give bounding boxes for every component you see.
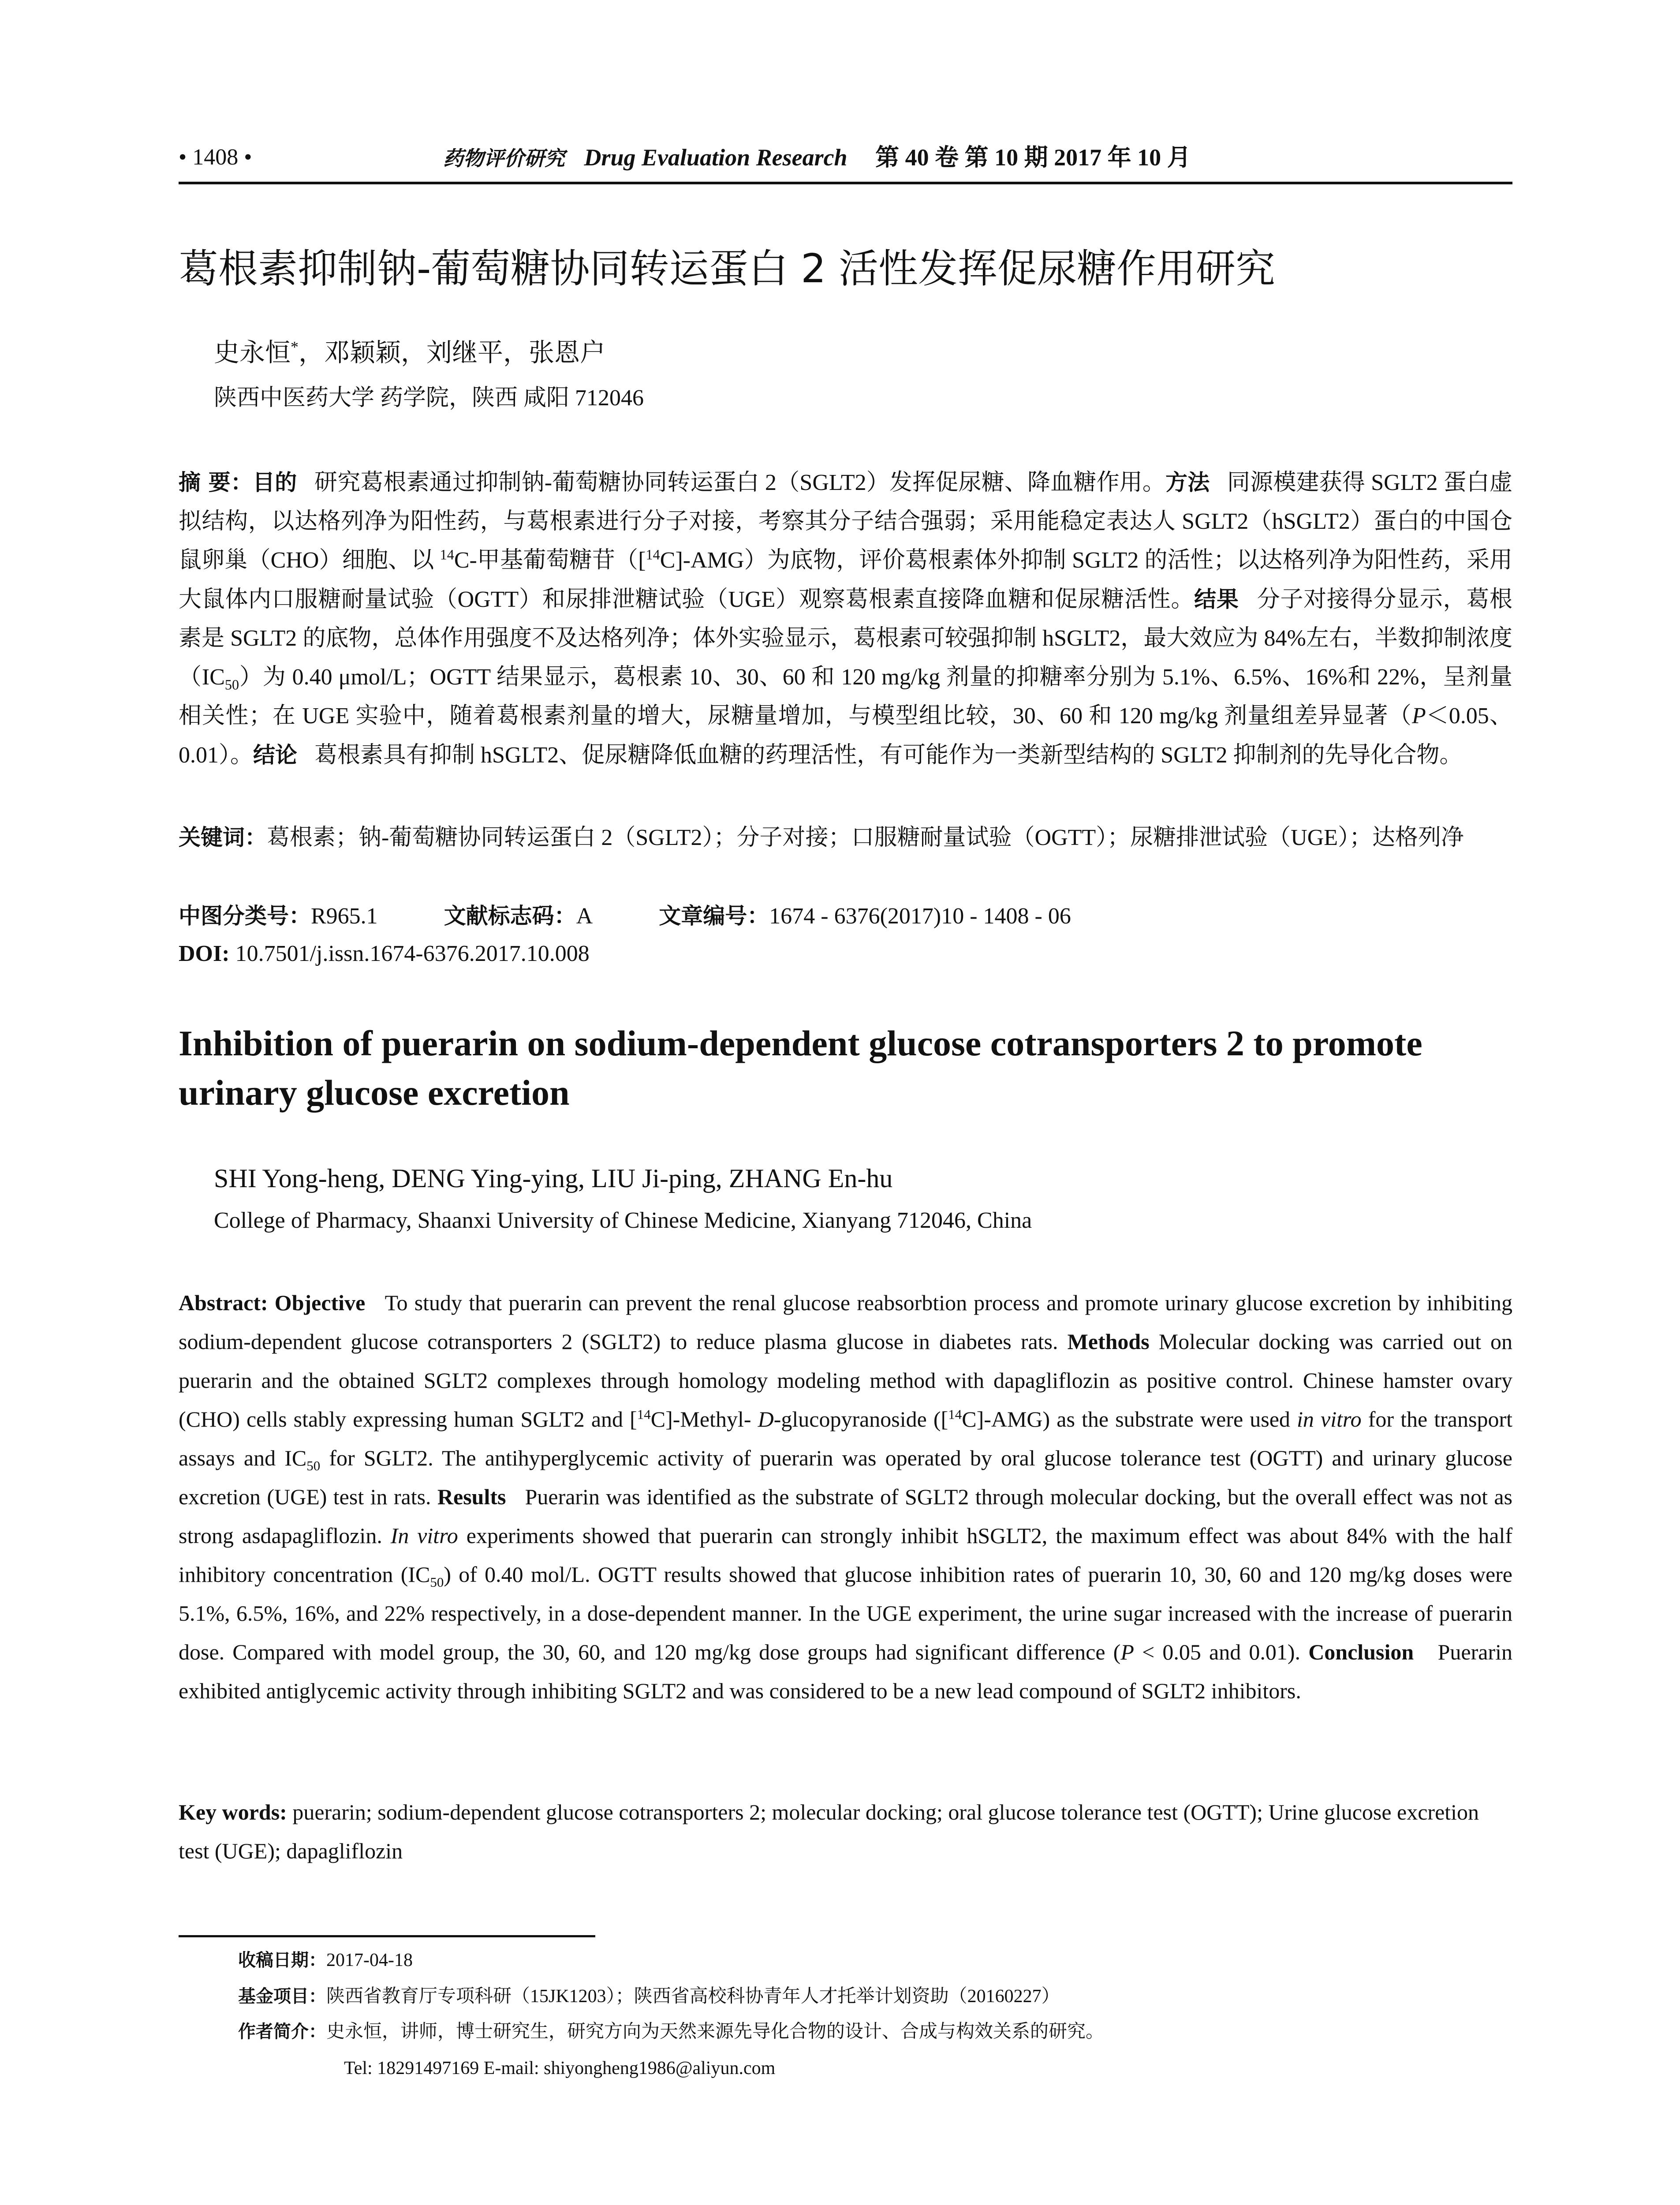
doc-code-label: 文献标志码：: [444, 903, 576, 929]
keywords-text: puerarin; sodium-dependent glucose cotransporters 2; molecular docking; oral glucose tolerance test (OGTT); Urine glucose excretion test (UGE); dapagliflozin: [179, 1800, 1479, 1863]
received-label: 收稿日期：: [238, 1950, 326, 1970]
objective-label: Objective: [274, 1290, 366, 1315]
keywords-en: [179, 1793, 1512, 1870]
methods-text: C]-Methyl-: [650, 1407, 751, 1431]
clc-value: R965.1: [311, 904, 378, 929]
running-header: [179, 142, 1512, 184]
results-text: experiments showed that puerarin can strongly inhibit hSGLT2, the maximum effect was about 84% with the half inhibitory concentration (IC: [179, 1523, 1512, 1587]
authors-cn: [214, 335, 605, 370]
methods-label: 方法: [1165, 470, 1210, 495]
methods-text: C]-AMG) as the substrate were used: [962, 1407, 1290, 1431]
journal-line: [443, 142, 1471, 174]
ic50-sub: 50: [430, 1574, 444, 1590]
d-prefix: D: [758, 1407, 774, 1431]
conclusion-label: 结论: [253, 742, 298, 768]
fund-label: 基金项目：: [238, 1986, 326, 2007]
methods-text: C]-AMG）为底物，评价葛根素体外抑制 SGLT2 的活性；以达格列净为阳性药，采用大鼠体内口服糖耐量试验（OGTT）和尿排泄糖试验（UGE）观察葛根素直接降血糖和促尿糖活性。: [179, 548, 1512, 612]
in-vitro-term: in vitro: [1297, 1407, 1362, 1431]
results-text: Puerarin was identified as the substrate of SGLT2 through molecular docking, but the overall effect was not as strong asdapagliflozin.: [179, 1484, 1513, 1548]
article-number-value: 1674 - 6376(2017)10 - 1408 - 06: [769, 904, 1071, 929]
methods-text: C-甲基葡萄糖苷（[: [454, 548, 646, 573]
footnote-contact: Tel: 18291497169 E-mail: shiyongheng1986@aliyun.com: [344, 2058, 776, 2078]
received-date: 2017-04-18: [326, 1950, 413, 1970]
doi-label: DOI:: [179, 941, 230, 966]
bio-text: 史永恒，讲师，博士研究生，研究方向为天然来源先导化合物的设计、合成与构效关系的研究。: [326, 2022, 1105, 2042]
article-number-label: 文章编号：: [659, 903, 769, 929]
results-label: Results: [437, 1484, 506, 1509]
footnote-author-bio: [238, 2018, 1104, 2045]
methods-text: -glucopyranoside ([: [773, 1407, 948, 1431]
affiliation-cn: 陕西中医药大学 药学院，陕西 咸阳 712046: [214, 385, 644, 411]
first-author: 史永恒: [214, 338, 291, 367]
bio-label: 作者简介：: [238, 2022, 326, 2042]
conclusion-text: Puerarin exhibited antiglycemic activity through inhibiting SGLT2 and was considered to be a new lead compound of SGLT2 inhibitors.: [179, 1640, 1513, 1703]
methods-text: Molecular docking was carried out on puerarin and the obtained SGLT2 complexes through homology modeling method with dapagliflozin as positive control. Chinese hamster ovary (CHO) cells stably expressing human SGLT2 and [: [179, 1329, 1513, 1431]
p-value-symbol: P: [1412, 703, 1426, 729]
title-cn: 葛根素抑制钠-葡萄糖协同转运蛋白 2 活性发挥促尿糖作用研究: [179, 246, 1275, 292]
doc-code-value: A: [576, 904, 593, 929]
footnote-fund: [238, 1983, 1060, 2010]
keywords-text: 葛根素；钠-葡萄糖协同转运蛋白 2（SGLT2）；分子对接；口服糖耐量试验（OGTT）；尿糖排泄试验（UGE）；达格列净: [267, 825, 1464, 850]
ic50-sub: 50: [306, 1458, 321, 1473]
corresponding-mark: *: [291, 338, 299, 356]
abstract-label: 摘 要：: [179, 470, 253, 495]
doi-line: [179, 935, 590, 972]
clc-label: 中图分类号：: [179, 903, 311, 929]
isotope-sup: 14: [948, 1406, 962, 1422]
methods-text: for SGLT2. The antihyperglycemic activity of puerarin was operated by oral glucose tolerance test (OGTT) and urinary glucose excretion (UGE) test in rats.: [179, 1446, 1512, 1509]
objective-text: To study that puerarin can prevent the renal glucose reabsorbtion process and promote urinary glucose excretion by inhibiting sodium-dependent glucose cotransporters 2 (SGLT2) to reduce plasma glucose in diabetes rats.: [179, 1290, 1513, 1354]
abstract-en: [179, 1283, 1512, 1710]
methods-text: 同源模建获得 SGLT2 蛋白虚拟结构，以达格列净为阳性药，与葛根素进行分子对接，考察其分子结合强弱；采用能稳定表达人 SGLT2（hSGLT2）蛋白的中国仓鼠卵巢（CHO）细胞、以: [179, 470, 1512, 573]
keywords-cn: [179, 818, 1512, 857]
results-label: 结果: [1194, 587, 1239, 612]
conclusion-text: 葛根素具有抑制 hSGLT2、促尿糖降低血糖的药理活性，有可能作为一类新型结构的 SGLT2 抑制剂的先导化合物。: [314, 743, 1463, 768]
conclusion-label: Conclusion: [1308, 1640, 1414, 1664]
methods-label: Methods: [1067, 1329, 1150, 1354]
results-text: ) of 0.40 mol/L. OGTT results showed that glucose inhibition rates of puerarin 10, 30, 60 and 120 mg/kg doses were 5.1%, 6.5%, 16%, and 22% respectively, in a dose-dependent manner. In the UGE experiment, the urine sugar increased with the increase of puerarin dose. Compared with model group, the 30, 60, and 120 mg/kg dose groups had significant difference (: [179, 1562, 1512, 1664]
results-text: 分子对接得分显示，葛根素是 SGLT2 的底物，总体作用强度不及达格列净；体外实验显示，葛根素可较强抑制 hSGLT2，最大效应为 84%左右，半数抑制浓度（IC: [179, 587, 1512, 690]
page-number: • 1408 •: [179, 145, 252, 170]
results-text: < 0.05 and 0.01).: [1142, 1640, 1301, 1664]
abstract-label: Abstract:: [179, 1290, 268, 1315]
in-vitro-term: In vitro: [390, 1523, 458, 1548]
objective-text: 研究葛根素通过抑制钠-葡萄糖协同转运蛋白 2（SGLT2）发挥促尿糖、降血糖作用。: [314, 470, 1166, 495]
keywords-label: 关键词：: [179, 825, 267, 850]
classification-line: [179, 897, 1512, 935]
isotope-sup: 14: [440, 546, 454, 563]
issue-info: 第 40 卷 第 10 期 2017 年 10 月: [875, 144, 1191, 171]
keywords-label: Key words:: [179, 1800, 287, 1824]
results-text: ＜0.05、0.01）。: [179, 703, 1512, 768]
doi-value[interactable]: 10.7501/j.issn.1674-6376.2017.10.008: [235, 941, 590, 966]
footnote-received: [238, 1947, 413, 1973]
p-value-symbol: P: [1120, 1640, 1134, 1664]
objective-label: 目的: [253, 470, 297, 495]
title-en: Inhibition of puerarin on sodium-dependent glucose cotransporters 2 to promote urinary glucose excretion: [179, 1023, 1422, 1113]
other-authors: ，邓颖颖，刘继平，张恩户: [299, 338, 606, 367]
fund-text: 陕西省教育厅专项科研（15JK1203）；陕西省高校科协青年人才托举计划资助（20160227）: [326, 1986, 1060, 2007]
affiliation-en: College of Pharmacy, Shaanxi University of Chinese Medicine, Xianyang 712046, China: [214, 1208, 1032, 1233]
isotope-sup: 14: [646, 546, 660, 563]
abstract-cn: [179, 463, 1512, 775]
footnote-divider: [179, 1935, 595, 1937]
journal-name-en: Drug Evaluation Research: [584, 144, 847, 171]
authors-en: SHI Yong-heng, DENG Ying-ying, LIU Ji-ping, ZHANG En-hu: [214, 1164, 893, 1193]
isotope-sup: 14: [637, 1406, 651, 1422]
ic50-sub: 50: [224, 676, 239, 693]
results-text: ）为 0.40 μmol/L；OGTT 结果显示，葛根素 10、30、60 和 120 mg/kg 剂量的抑糖率分别为 5.1%、6.5%、16%和 22%，呈剂量相关性；在 UGE 实验中，随着葛根素剂量的增大，尿糖量增加，与模型组比较，30、60 和 120 mg/kg 剂量组差异显著（: [179, 665, 1512, 729]
methods-text: for the transport assays and IC: [179, 1407, 1512, 1470]
journal-name-cn: 药物评价研究: [443, 147, 565, 170]
